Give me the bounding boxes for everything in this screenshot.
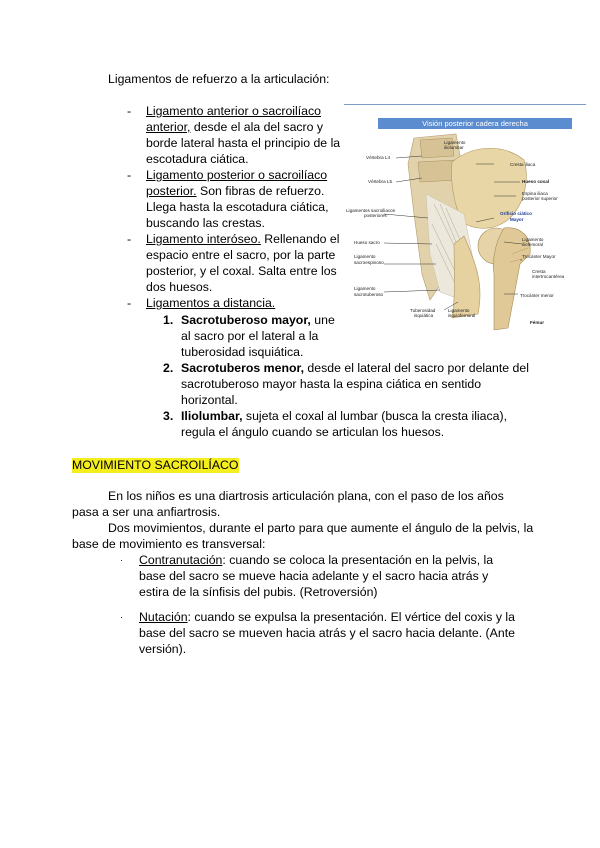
text-segment: Contranutación — [139, 553, 223, 567]
ligamento-line — [146, 119, 323, 135]
label-cresta-intertrocanterea: Cresta — [532, 269, 546, 274]
movimiento-line — [139, 552, 493, 568]
list-dash-marker: - — [127, 232, 132, 246]
list-bullet: · — [120, 555, 123, 565]
text-segment: Rellenando el — [260, 232, 340, 246]
label-lig-sacrotuberoso: Ligamento — [354, 286, 376, 291]
movimiento-line — [139, 625, 515, 641]
text-segment: espacio entre el sacro, por la parte — [146, 248, 336, 262]
ligamento-line — [146, 151, 249, 167]
figure-title: Visión posterior cadera derecha — [378, 118, 572, 129]
distancia-line — [181, 392, 238, 408]
ligamento-line — [146, 215, 265, 231]
ligamento-line — [146, 167, 327, 183]
text-segment: posterior. — [146, 184, 197, 198]
text-segment: Llega hasta la escotadura ciática, — [146, 200, 329, 214]
ligamento-line — [146, 199, 329, 215]
label-trocanter-mayor: Trocánter Mayor — [522, 254, 556, 259]
movimiento-line — [139, 568, 488, 584]
text-segment: Sacrotuberos menor, — [181, 361, 305, 375]
list-dash-marker: - — [127, 296, 132, 310]
movimiento-line — [139, 609, 515, 625]
text-segment: Ligamento interóseo. — [146, 232, 261, 246]
label-lig-iliofemoral-2: iliofemoral — [522, 242, 543, 247]
movimiento-line — [139, 641, 186, 657]
text-segment: borde lateral hasta el principio de la — [146, 136, 341, 150]
text-segment: horizontal. — [181, 393, 238, 407]
ligamento-line — [146, 183, 324, 199]
label-lig-sacroiliacos: Ligamentos sacroiliacos — [346, 208, 396, 213]
label-lig-sacrotuberoso-2: sacrotuberoso — [354, 292, 384, 297]
text-segment: regula el ángulo cuando se articulan los huesos. — [181, 425, 445, 439]
text-segment: posterior, y el coxal. Salta entre los — [146, 264, 337, 278]
text-segment: desde el ala del sacro y — [190, 120, 324, 134]
distancia-line — [181, 344, 303, 360]
text-segment: sujeta el coxal al lumbar (busca la cresta iliaca), — [242, 409, 507, 423]
label-lig-sacroespinoso: Ligamento — [354, 254, 376, 259]
label-trocanter-menor: Trocánter menor — [520, 293, 554, 298]
label-vertebra-l5: Vértebra L5 — [368, 179, 393, 184]
text-segment: : cuando se coloca la presentación en la pelvis, la — [222, 553, 494, 567]
label-lig-isquiofemoral: Ligamento — [448, 308, 470, 313]
paragraph-2-line-1: Dos movimientos, durante el parto para que aumente el ángulo de la pelvis, la — [108, 521, 534, 535]
text-segment: Sacrotuberoso mayor, — [181, 313, 311, 327]
label-orificio-ciatico-2: Mayor — [510, 217, 524, 222]
section-title: MOVIMIENTO SACROILÍACO — [72, 458, 239, 472]
text-segment: anterior, — [146, 120, 191, 134]
text-segment: escotadura ciática. — [146, 152, 249, 166]
label-lig-iliofemoral: Ligamento — [522, 237, 544, 242]
distancia-line — [181, 376, 481, 392]
label-hueso-coxal: Hueso coxal — [522, 179, 550, 184]
label-tuberosidad: Tuberosidad — [410, 308, 436, 313]
text-segment: dos huesos. — [146, 280, 213, 294]
ligamento-line — [146, 263, 337, 279]
anatomy-figure — [344, 104, 586, 330]
text-segment: Ligamentos a distancia. — [146, 296, 276, 310]
distancia-line — [181, 424, 444, 440]
movimiento-line — [139, 584, 378, 600]
label-lig-sacroespinoso-2: sacroespinoso — [354, 260, 384, 265]
paragraph-2-line-2: base de movimiento es transversal: — [72, 537, 266, 551]
text-segment: al sacro por el lateral a la — [181, 329, 319, 343]
paragraph-1-line-1: En los niños es una diartrosis articulación plana, con el paso de los años — [108, 489, 504, 503]
ligamento-line — [146, 103, 321, 119]
text-segment: sacrotuberoso mayor hasta la espina ciática en sentido — [181, 377, 482, 391]
text-segment: tuberosidad isquiática. — [181, 345, 304, 359]
text-segment: Nutación — [139, 610, 188, 624]
text-segment: desde el lateral del sacro por delante del — [304, 361, 529, 375]
label-lig-sacroiliacos-2: posteriores — [364, 213, 387, 218]
text-segment: une — [310, 313, 335, 327]
ligamento-line — [146, 279, 212, 295]
label-orificio-ciatico: Orificio ciático — [500, 211, 532, 216]
text-segment: Ligamento anterior o sacroilíaco — [146, 104, 321, 118]
list-number: 3. — [163, 409, 174, 423]
label-femur: Fémur — [530, 320, 545, 325]
list-dash-marker: - — [127, 104, 132, 118]
label-espina-iliaca: Espina iliaca — [522, 191, 548, 196]
text-segment: buscando las crestas. — [146, 216, 265, 230]
label-lig-isquiofemoral-2: isquiofemoral — [448, 313, 476, 318]
label-tuberosidad-2: isquiática — [414, 313, 434, 318]
label-lig-iliolumbar-2: iliolumbar — [444, 145, 464, 150]
ligamento-line — [146, 135, 340, 151]
label-vertebra-l4: Vértebra L4 — [366, 155, 391, 160]
text-segment: base del sacro se mueven hacia atrás y el sacro hacia delante. (Ante — [139, 626, 515, 640]
text-segment: Ligamento posterior o sacroilíaco — [146, 168, 328, 182]
list-bullet: · — [120, 612, 123, 622]
distancia-line — [181, 360, 529, 376]
paragraph-1-line-2: pasa a ser una anfiartrosis. — [72, 505, 221, 519]
intro-line: Ligamentos de refuerzo a la articulación: — [108, 72, 330, 86]
distancia-line — [181, 328, 318, 344]
text-segment: : cuando se expulsa la presentación. El vértice del coxis y la — [187, 610, 515, 624]
distancia-line — [181, 408, 507, 424]
label-cresta-iliaca: Cresta iliaca — [510, 162, 536, 167]
text-segment: estira de la sínfisis del pubis. (Retroversión) — [139, 585, 378, 599]
list-dash-marker: - — [127, 168, 132, 182]
text-segment: versión). — [139, 642, 187, 656]
ligamento-line — [146, 231, 339, 247]
ligamento-line — [146, 295, 275, 311]
text-segment: Iliolumbar, — [181, 409, 243, 423]
list-number: 2. — [163, 361, 174, 375]
label-espina-iliaca-2: posterior superior — [522, 196, 558, 201]
label-hueso-sacro: Hueso sacro — [354, 240, 380, 245]
label-cresta-intertrocanterea-2: intertrocantérea — [532, 274, 565, 279]
text-segment: Son fibras de refuerzo. — [196, 184, 325, 198]
text-segment: base del sacro se mueve hacia adelante y el sacro hacia atrás y — [139, 569, 489, 583]
list-number: 1. — [163, 313, 174, 327]
label-lig-iliolumbar: Ligamento — [444, 140, 466, 145]
ligamento-line — [146, 247, 335, 263]
distancia-line — [181, 312, 335, 328]
